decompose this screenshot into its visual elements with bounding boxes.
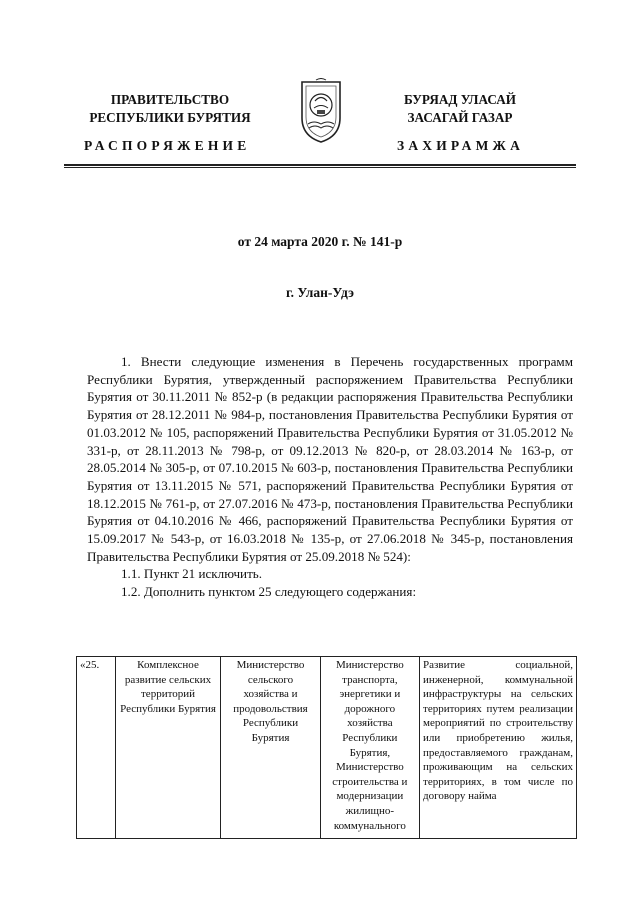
table-cell-program [115, 657, 221, 839]
header-left-line2: РЕСПУБЛИКИ БУРЯТИЯ [89, 110, 251, 125]
document-body [87, 353, 573, 601]
cell-text: Комплексное развитие сельских территорий Республики Бурятия [120, 659, 216, 715]
doc-type-bur: ЗАХИРАМЖА [397, 138, 525, 153]
table-cell-executor [221, 657, 320, 839]
header-left [70, 91, 270, 127]
table-cell-co-executors [320, 657, 419, 839]
document-date-number: от 24 марта 2020 г. № 141-р [237, 234, 403, 249]
header-rule-top [64, 164, 576, 166]
table-row [77, 657, 577, 839]
paragraph-1-2: 1.2. Дополнить пунктом 25 следующего содержания: [121, 584, 417, 600]
coat-of-arms-icon [298, 78, 344, 144]
header-rule-bottom [64, 167, 576, 168]
doc-type-ru: РАСПОРЯЖЕНИЕ [84, 138, 251, 153]
table-cell-description [420, 657, 577, 839]
cell-text: «25. [80, 659, 100, 671]
header-right-line2: ЗАСАГАЙ ГАЗАР [407, 110, 513, 125]
paragraph-1-1: 1.1. Пункт 21 исключить. [121, 566, 263, 582]
cell-text: Развитие социальной, инженерной, коммунальной инфраструктуры на сельских территориях путем реализации мероприятий по строительству или приобретению жилья, предоставляемого гражданам, проживающим на сельских территориях, в том числе по договору найма [423, 659, 573, 803]
cell-text: Министерство сельского хозяйства и продовольствия Республики Бурятия [233, 659, 308, 744]
header-left-line1: ПРАВИТЕЛЬСТВО [110, 92, 230, 107]
cell-text: Министерство транспорта, энергетики и дорожного хозяйства Республики Бурятия, Министерство строительства и модернизации жилищно-коммунального [332, 659, 408, 832]
header-right [360, 91, 560, 127]
table-cell-number [77, 657, 116, 839]
paragraph-1: 1. Внести следующие изменения в Перечень государственных программ Республики Бурятия, утвержденный распоряжением Правительства Республики Бурятия от 30.11.2011 № 852-р (в редакции распоряжения Правительства Республики Бурятия от 28.12.2011 № 984-р, постановления Правительства Республики Бурятия от 01.03.2012 № 105, распоряжений Правительства Республики Бурятия от 31.05.2012 № 331-р, от 28.11.2013 № 798-р, от 09.12.2013 № 820-р, от 28.03.2014 № 163-р, от 28.05.2014 № 305-р, от 07.10.2015 № 603-р, постановления Правительства Республики Бурятия от 13.11.2015 № 571, распоряжений Правительства Республики Бурятия от 18.12.2015 № 761-р, от 27.07.2016 № 473-р, постановления Правительства Республики Бурятия от 04.10.2016 № 466, распоряжений Правительства Республики Бурятия от 15.09.2017 № 543-р, от 16.03.2018 № 135-р, от 27.06.2018 № 345-р, постановления Правительства Республики Бурятия от 25.09.2018 № 524): [87, 354, 573, 564]
header-right-line1: БУРЯАД УЛАСАЙ [403, 92, 517, 107]
programs-table [76, 656, 577, 839]
document-city: г. Улан-Удэ [286, 285, 354, 300]
